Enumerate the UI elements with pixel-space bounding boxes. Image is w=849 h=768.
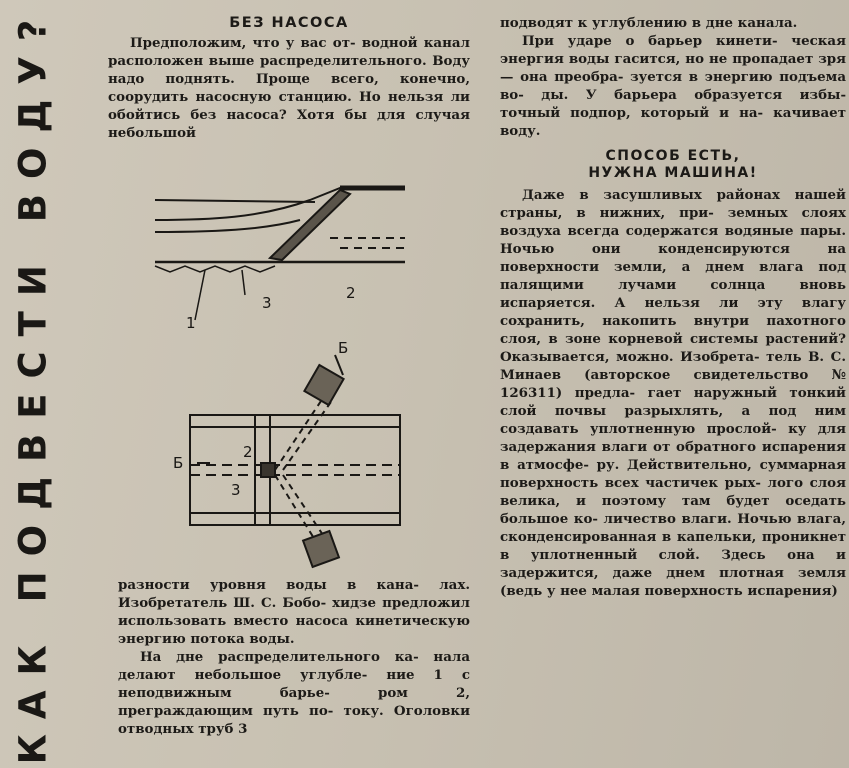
paragraph-barrier-description: На дне распределительного ка- нала делают небольшое углубле- ние 1 с неподвижным барье- ром 2, преграждающим путь по- току. Оголовки отводных труб 3 [118,649,470,737]
section-heading-sposob-est [500,148,846,182]
vertical-title: КАК ПОДВЕСТИ ВОДУ? [11,4,55,764]
column-1-bottom [118,576,470,738]
fig2-label-2: 2 [243,443,253,461]
column-1-top [108,14,470,142]
heading-line-2: НУЖНА МАШИНА! [588,165,758,181]
fig1-label-1: 1 [186,314,196,330]
vertical-title-box [2,0,64,768]
fig2-label-3: 3 [231,481,241,499]
fig2-label-b-left: Б [173,454,184,472]
paragraph-intro: Предположим, что у вас от- водной канал расположен выше распределительного. Воду надо поднять. Проще всего, конечно, соорудить насосную станцию. Но нельзя ли обойтись без насоса? Хотя бы для случая небольшой [108,35,470,141]
fig1-label-3: 3 [262,294,272,312]
fig1-label-2: 2 [346,284,356,302]
canal-plan-view-drawing [190,355,400,567]
paragraph-continuation: подводят к углублению в дне канала. [500,15,798,31]
column-2 [500,14,846,600]
paragraph-kinetic-energy: разности уровня воды в кана- лах. Изобретатель Ш. С. Бобо- хидзе предложил использовать вместо насоса кинетическую энергию потока воды. [118,577,470,647]
canal-cross-section-drawing [155,188,405,320]
canal-plan-view-figure [165,335,410,570]
fig2-label-b-top: Б [338,339,349,357]
paragraph-moisture-retention: Даже в засушливых районах нашей страны, в нижних, при- земных слоях воздуха всегда содержатся водяные пары. Ночью они конденсируются на поверхности земли, а днем влага под палящими лучами солнца вновь испаряется. А нельзя ли эту влагу сохранить, накопить внутри пахотного слоя, в зоне корневой системы растений? Оказывается, можно. Изобрета- тель В. С. Минаев (авторское свидетельство № 126311) предла- гает наружный тонкий слой почвы разрыхлять, а под ним создавать уплотненную прослой- ку для задержания влаги от обратного испарения в атмосфе- ру. Действительно, суммарная поверхность всех частичек рых- лого слоя велика, и поэтому там будет оседать большое ко- личество влаги. Ночью влага, сконденсированная в капельки, проникнет в уплотненный слой. Здесь она и задержится, даже днем плотная земля (ведь у нее малая поверхность испарения) [500,187,846,599]
canal-cross-section-figure [150,180,420,330]
heading-line-1: СПОСОБ ЕСТЬ, [605,148,741,164]
section-heading-bez-nasosa: БЕЗ НАСОСА [229,15,349,31]
paragraph-barrier-energy: При ударе о барьер кинети- ческая энергия воды гасится, но не пропадает зря — она преобра- зуется в энергию подъема во- ды. У барьера образуется избы- точный подпор, который и на- качивает воду. [500,33,846,139]
